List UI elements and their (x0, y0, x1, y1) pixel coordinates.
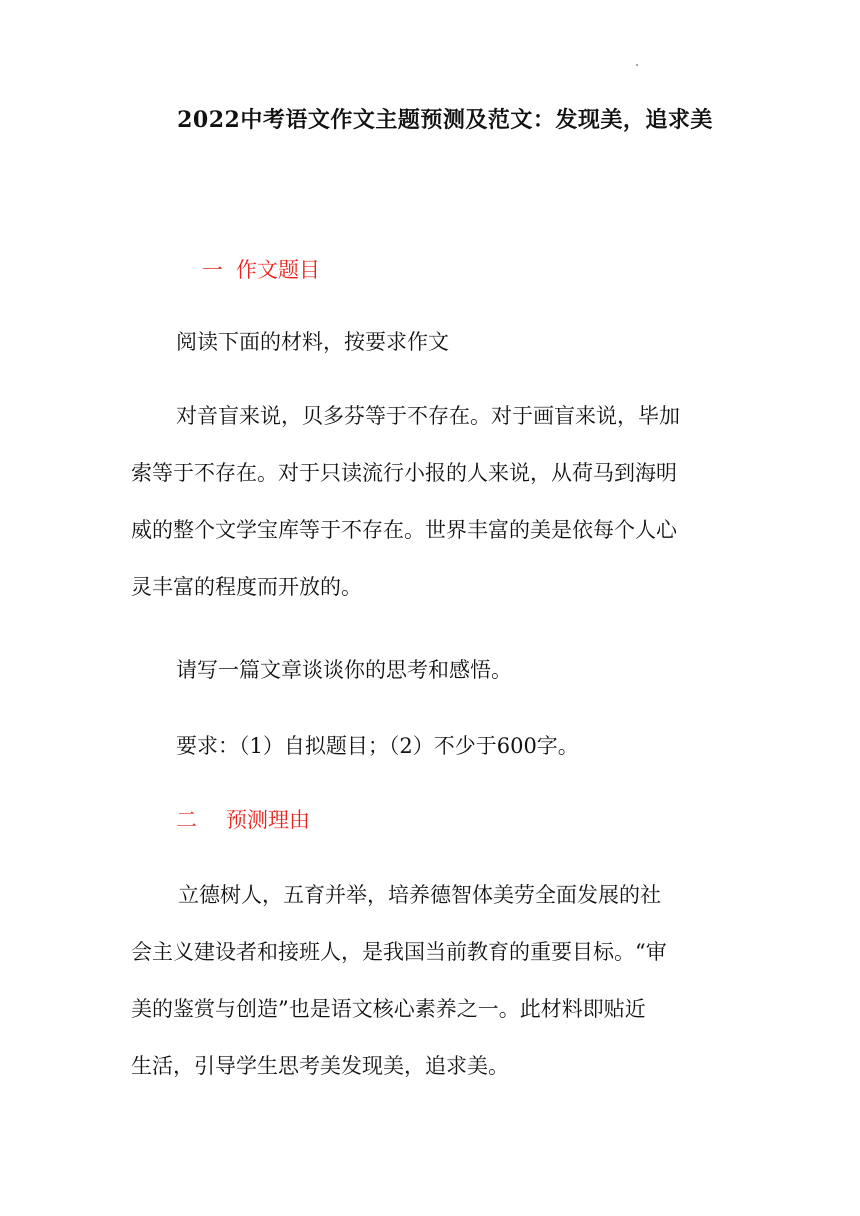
instruction-paragraph: 阅读下面的材料，按要求作文 (176, 330, 449, 354)
section-heading-reason (176, 800, 310, 840)
requirement-paragraph: 要求：（1）自拟题目；（2）不少于600字。 (176, 734, 579, 758)
material-line: 索等于不存在。对于只读流行小报的人来说，从荷马到海明 (131, 461, 677, 485)
section-heading-text: 作文题目 (236, 258, 320, 282)
material-line: 对音盲来说，贝多芬等于不存在。对于画盲来说，毕加 (176, 404, 680, 428)
material-line: 威的整个文学宝库等于不存在。世界丰富的美是依每个人心 (131, 518, 677, 542)
section-heading-topic (202, 250, 320, 290)
task-paragraph: 请写一篇文章谈谈你的思考和感悟。 (176, 658, 512, 682)
section-number: 一 (202, 258, 223, 282)
material-line: 灵丰富的程度而开放的。 (131, 575, 362, 599)
reason-line: 美的鉴赏与创造”也是语文核心素养之一。此材料即贴近 (131, 997, 646, 1021)
reason-paragraph (131, 867, 667, 1095)
section-number: 二 (176, 808, 197, 832)
section-heading-text: 预测理由 (226, 808, 310, 832)
reason-line: 会主义建设者和接班人，是我国当前教育的重要目标。“审 (131, 940, 667, 964)
reason-line: 立德树人，五育并举，培养德智体美劳全面发展的社 (178, 883, 661, 907)
material-paragraph (131, 388, 680, 616)
stray-mark (636, 64, 638, 66)
reason-line: 生活，引导学生思考美发现美，追求美。 (131, 1054, 509, 1078)
document-title: 2022中考语文作文主题预测及范文：发现美，追求美 (177, 107, 713, 133)
